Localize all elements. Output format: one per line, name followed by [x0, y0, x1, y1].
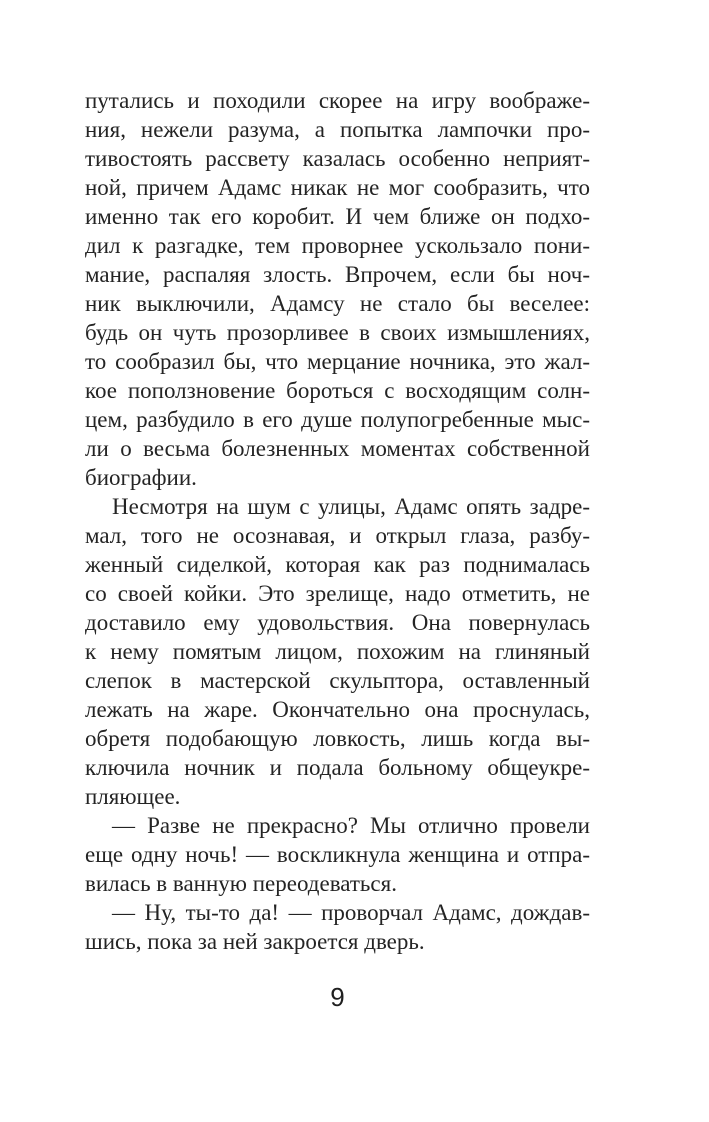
text-line: к нему помятым лицом, похожим на глиняный	[85, 639, 590, 664]
text-line: биографии.	[85, 465, 197, 490]
text-line: со своей койки. Это зрелище, надо отметить, не	[85, 581, 590, 606]
text-line: ния, нежели разума, а попытка лампочки про-	[85, 117, 590, 142]
text-line: женный сиделкой, которая как раз поднималась	[85, 552, 590, 577]
text-line: — Разве не прекрасно? Мы отлично провели	[112, 813, 590, 838]
text-line: путались и походили скорее на игру воображе-	[85, 88, 590, 113]
page-number: 9	[330, 982, 345, 1012]
text-line: ной, причем Адамс никак не мог сообразить, что	[85, 175, 590, 200]
text-line: слепок в мастерской скульптора, оставленный	[85, 668, 590, 693]
text-line: ли о весьма болезненных моментах собственной	[85, 436, 590, 461]
text-line: ключила ночник и подала больному общеукре-	[85, 755, 590, 780]
text-line: цем, разбудило в его душе полупогребенные мыс-	[85, 407, 590, 432]
text-line: мал, того не осознавая, и открыл глаза, разбу-	[85, 523, 590, 548]
text-line: будь он чуть прозорливее в своих измышлениях,	[85, 320, 590, 345]
text-line: именно так его коробит. И чем ближе он подхо-	[85, 204, 590, 229]
text-line: пляющее.	[85, 784, 181, 809]
text-line: обретя подобающую ловкость, лишь когда вы-	[85, 726, 590, 751]
text-line: кое поползновение бороться с восходящим солн-	[85, 378, 590, 403]
page-text-block	[85, 86, 590, 956]
text-line: доставило ему удовольствия. Она повернулась	[85, 610, 590, 635]
text-line: еще одну ночь! — воскликнула женщина и отпра-	[85, 842, 590, 867]
text-line: Несмотря на шум с улицы, Адамс опять задре-	[112, 494, 590, 519]
text-line: вилась в ванную переодеваться.	[85, 871, 397, 896]
text-line: лежать на жаре. Окончательно она проснулась,	[85, 697, 590, 722]
text-line: тивостоять рассвету казалась особенно неприят-	[85, 146, 590, 171]
text-line: — Ну, ты-то да! — проворчал Адамс, дождав-	[112, 900, 590, 925]
text-line: ник выключили, Адамсу не стало бы веселее:	[85, 291, 590, 316]
text-line: то сообразил бы, что мерцание ночника, это жал-	[85, 349, 590, 374]
text-line: дил к разгадке, тем проворнее ускользало пони-	[85, 233, 590, 258]
text-line: мание, распаляя злость. Впрочем, если бы ноч-	[85, 262, 590, 287]
text-line: шись, пока за ней закроется дверь.	[85, 929, 425, 954]
